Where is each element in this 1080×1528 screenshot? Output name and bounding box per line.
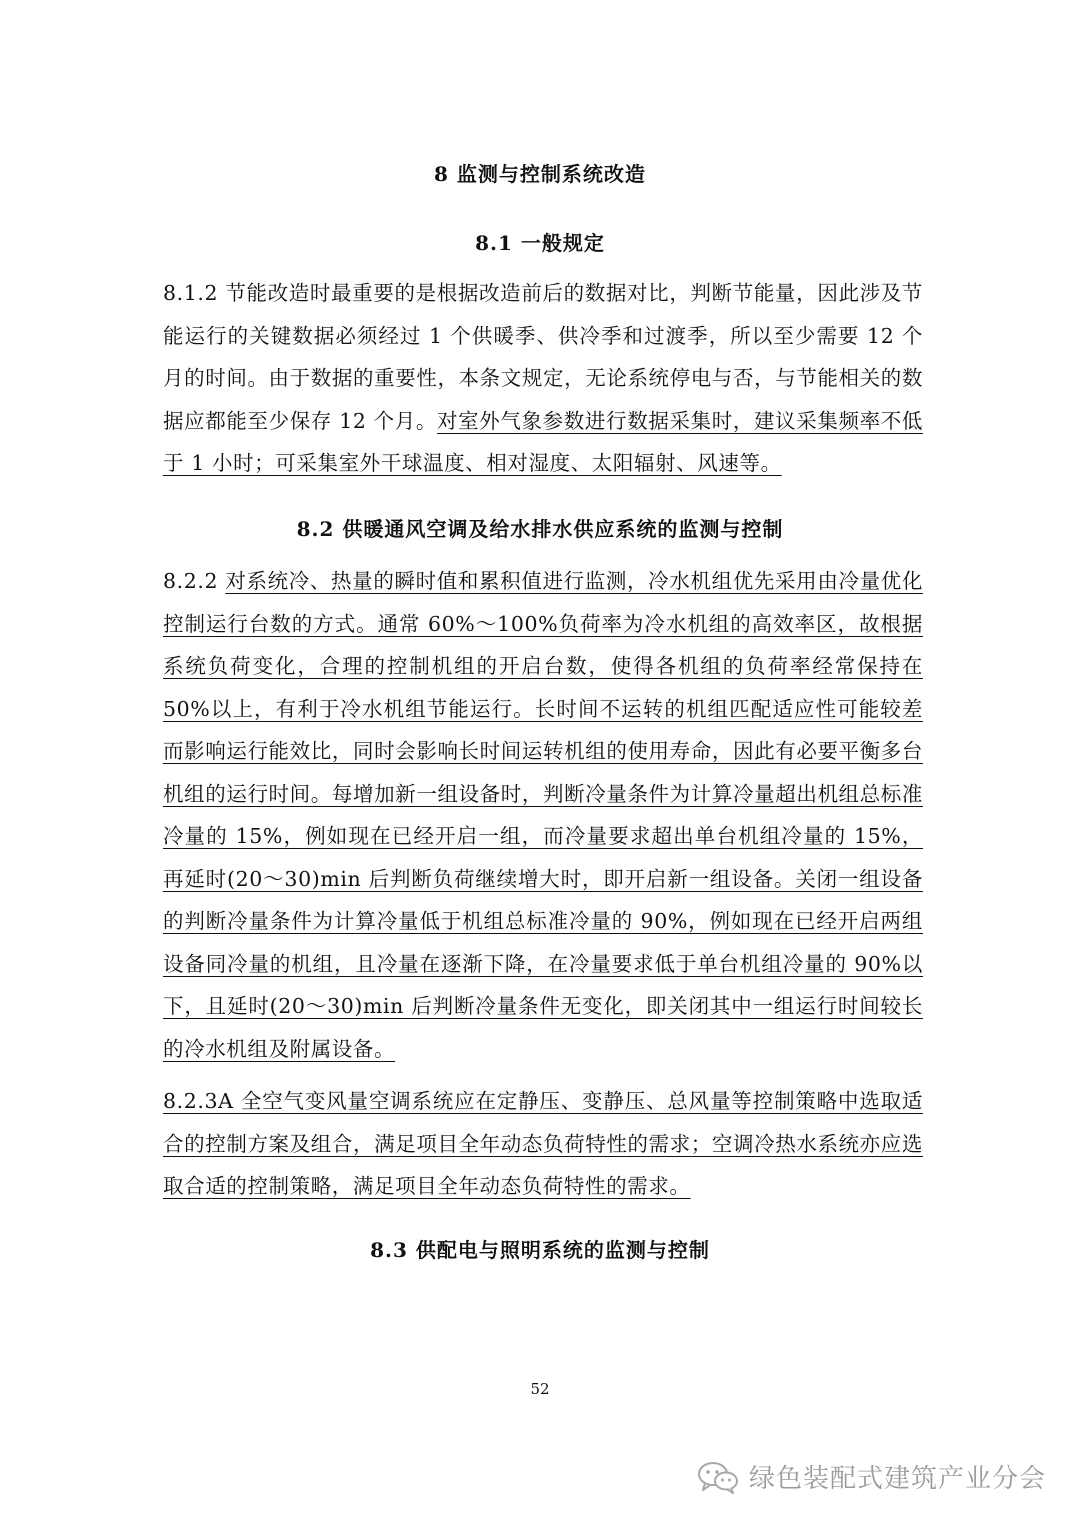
chapter-title: 8 监测与控制系统改造 bbox=[434, 162, 646, 186]
clause-8-2-3a-underlined-text: 8.2.3A 全空气变风量空调系统应在定静压、变静压、总风量等控制策略中选取适合的控制方案及组合，满足项目全年动态负荷特性的需求；空调冷热水系统亦应选取合适的控制策略，满足项目全年动态负荷特性的需求。 bbox=[163, 1089, 923, 1198]
watermark bbox=[697, 1458, 1046, 1495]
watermark-text: 绿色装配式建筑产业分会 bbox=[748, 1464, 1046, 1494]
page-number: 52 bbox=[530, 1380, 550, 1398]
clause-8-1-2-underlined-text: 对室外气象参数进行数据采集时，建议采集频率不低于 1 小时；可采集室外干球温度、相对湿度、太阳辐射、风速等。 bbox=[163, 408, 923, 475]
section-title-8-2: 8.2 供暖通风空调及给水排水供应系统的监测与控制 bbox=[296, 517, 784, 541]
section-title-8-1: 8.1 一般规定 bbox=[475, 231, 605, 255]
clause-8-1-2 bbox=[163, 272, 923, 485]
clause-8-2-2-underlined-text: 对系统冷、热量的瞬时值和累积值进行监测，冷水机组优先采用由冷量优化控制运行台数的方式。通常 60%～100%负荷率为冷水机组的高效率区，故根据系统负荷变化，合理的控制机组的开启台数，使得各机组的负荷率经常保持在 50%以上，有利于冷水机组节能运行。长时间不运转的机组匹配适应性可能较差而影响运行能效比，同时会影响长时间运转机组的使用寿命，因此有必要平衡多台机组的运行时间。每增加新一组设备时，判断冷量条件为计算冷量超出机组总标准冷量的 15%，例如现在已经开启一组，而冷量要求超出单台机组冷量的 15%，再延时(20～30)min 后判断负荷继续增大时，即开启新一组设备。关闭一组设备的判断冷量条件为计算冷量低于机组总标准冷量的 90%，例如现在已经开启两组设备同冷量的机组，且冷量在逐渐下降，在冷量要求低于单台机组冷量的 90%以下，且延时(20～30)min 后判断冷量条件无变化，即关闭其中一组运行时间较长的冷水机组及附属设备。 bbox=[163, 569, 923, 1061]
section-title-8-3: 8.3 供配电与照明系统的监测与控制 bbox=[370, 1238, 710, 1262]
clause-8-1-2-text: 8.1.2 节能改造时最重要的是根据改造前后的数据对比，判断节能量，因此涉及节能运行的关键数据必须经过 1 个供暖季、供冷季和过渡季，所以至少需要 12 个月的时间。由于数据的重要性，本条文规定，无论系统停电与否，与节能相关的数据应都能至少保存 12 个月。 bbox=[163, 281, 923, 433]
clause-8-2-2 bbox=[163, 560, 923, 1070]
clause-8-2-2-number: 8.2.2 bbox=[163, 569, 226, 593]
wechat-icon bbox=[697, 1460, 739, 1494]
clause-8-2-3a bbox=[163, 1080, 923, 1208]
